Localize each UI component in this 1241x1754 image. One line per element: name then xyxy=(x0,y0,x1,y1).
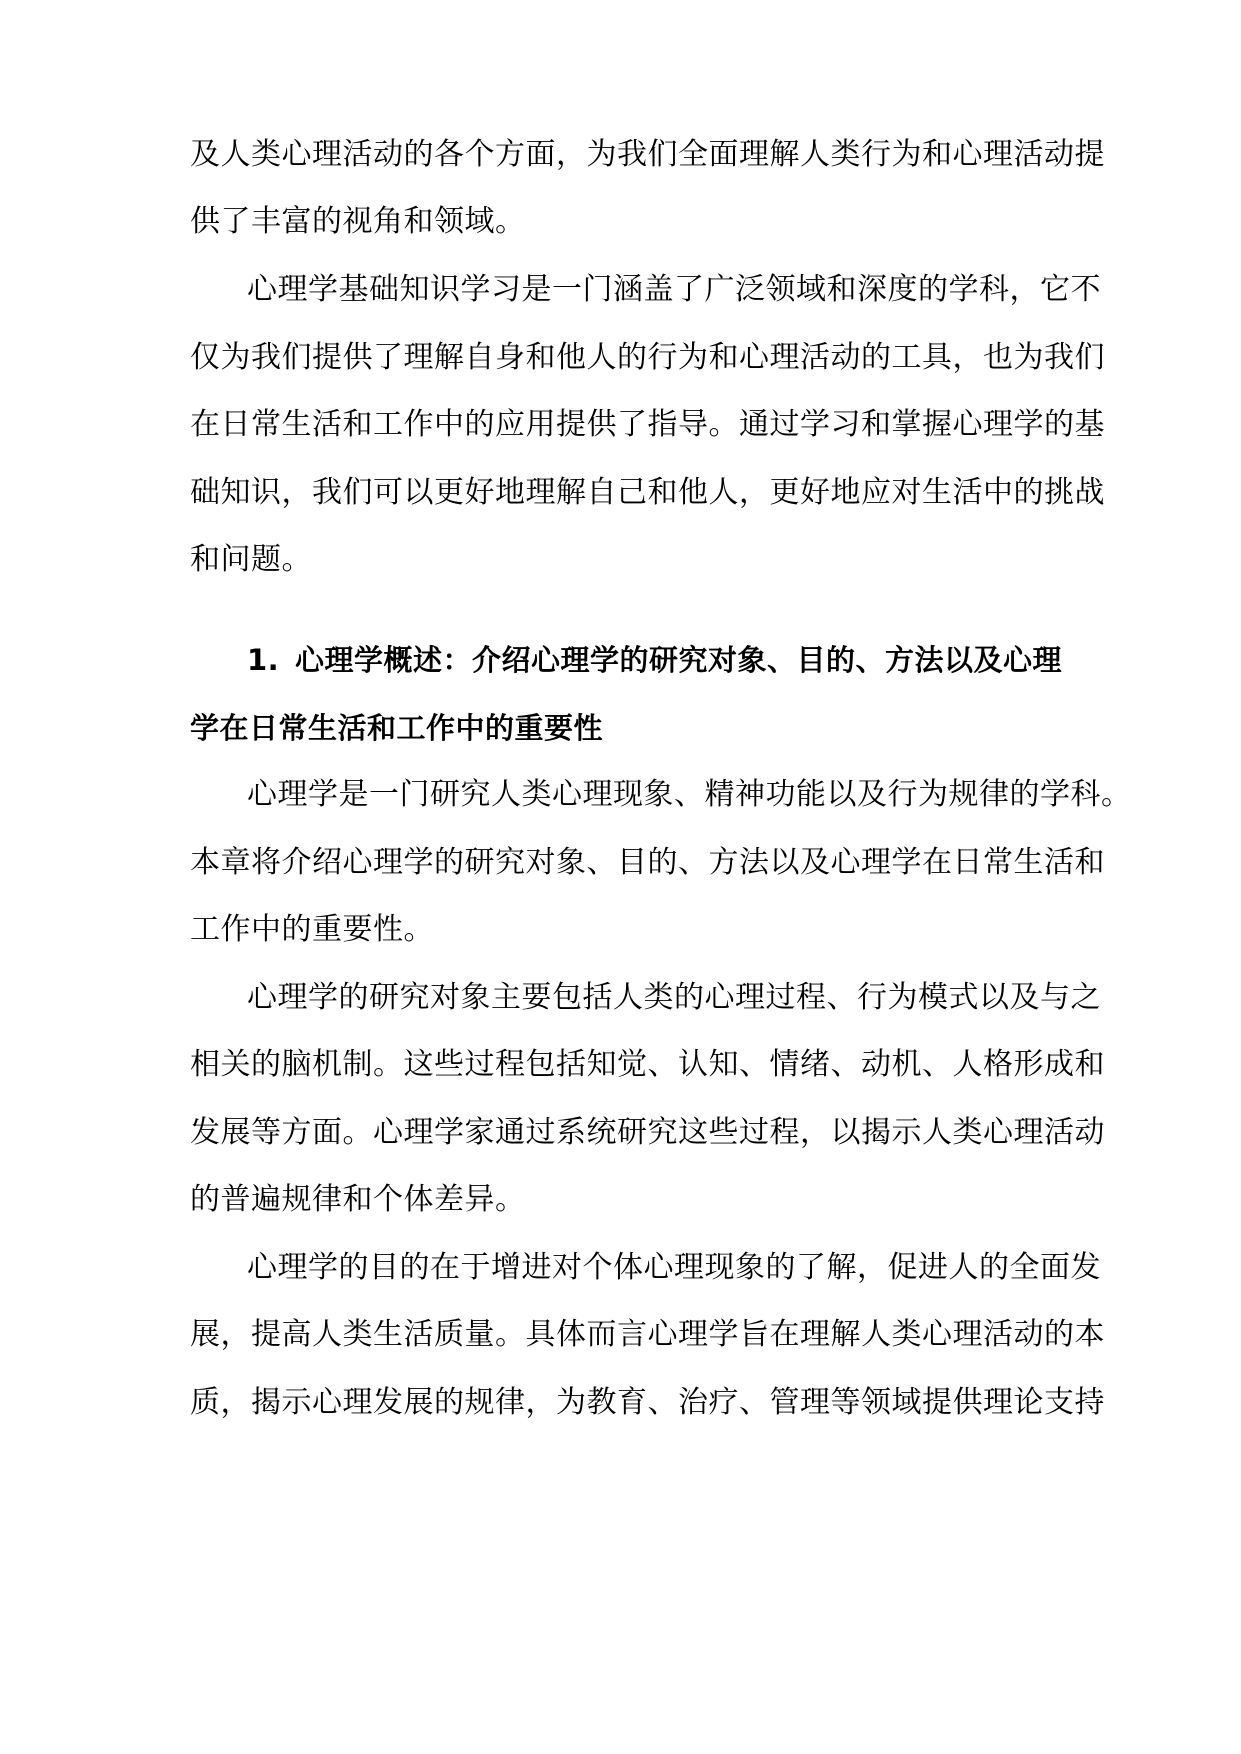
paragraph-line: 仅为我们提供了理解自身和他人的行为和心理活动的工具，也为我们 xyxy=(190,340,1105,375)
paragraph-line: 的普遍规律和个体差异。 xyxy=(190,1182,526,1217)
section-heading xyxy=(190,640,1115,680)
paragraph-line: 质，揭示心理发展的规律，为教育、治疗、管理等领域提供理论支持 xyxy=(190,1385,1105,1420)
paragraph-line: 供了丰富的视角和领域。 xyxy=(190,204,526,239)
paragraph-line: 发展等方面。心理学家通过系统研究这些过程，以揭示人类心理活动 xyxy=(190,1115,1105,1150)
paragraph-line: 本章将介绍心理学的研究对象、目的、方法以及心理学在日常生活和 xyxy=(190,845,1105,880)
paragraph-line: 心理学基础知识学习是一门涵盖了广泛领域和深度的学科，它不 xyxy=(247,272,1101,307)
heading-number: 1. xyxy=(247,643,280,677)
section-heading-continued: 学在日常生活和工作中的重要性 xyxy=(190,711,604,745)
paragraph-line: 心理学的研究对象主要包括人类的心理过程、行为模式以及与之 xyxy=(247,980,1101,1015)
paragraph-line: 工作中的重要性。 xyxy=(190,912,434,947)
paragraph-line: 在日常生活和工作中的应用提供了指导。通过学习和掌握心理学的基 xyxy=(190,407,1105,442)
paragraph-line: 和问题。 xyxy=(190,542,312,577)
paragraph-line: 相关的脑机制。这些过程包括知觉、认知、情绪、动机、人格形成和 xyxy=(190,1047,1105,1082)
paragraph-line: 及人类心理活动的各个方面，为我们全面理解人类行为和心理活动提 xyxy=(190,137,1105,172)
heading-text: 心理学概述：介绍心理学的研究对象、目的、方法以及心理 xyxy=(295,643,1063,677)
paragraph-line: 心理学的目的在于增进对个体心理现象的了解，促进人的全面发 xyxy=(247,1250,1101,1285)
paragraph-line: 础知识，我们可以更好地理解自己和他人，更好地应对生活中的挑战 xyxy=(190,475,1105,510)
paragraph-line: 心理学是一门研究人类心理现象、精神功能以及行为规律的学科。 xyxy=(247,777,1132,812)
paragraph-line: 展，提高人类生活质量。具体而言心理学旨在理解人类心理活动的本 xyxy=(190,1317,1105,1352)
